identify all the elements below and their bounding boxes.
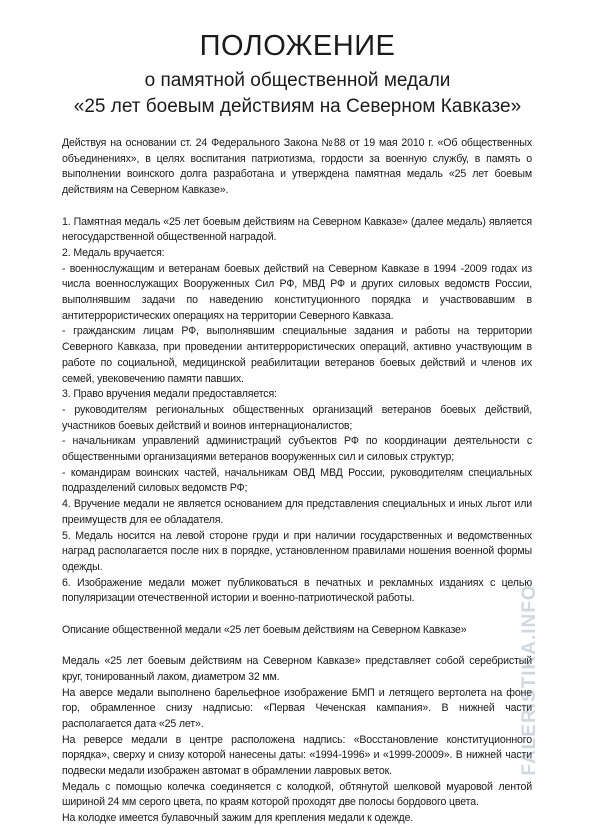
clause-2-item-1: - военнослужащим и ветеранам боевых действий на Северном Кавказе в 1994 -2009 годах из числа военнослужащих Вооруженных Сил РФ, МВД РФ и других силовых ведомств России, выполнявшим задачи по наведению конституционного порядка и участвовавшим в антитеррористических операциях на территории Северного Кавказа. [62,262,532,322]
document-body [62,136,532,827]
clause-6: 6. Изображение медали может публиковаться в печатных и рекламных изданиях с целью популяризации отечественной истории и военно-патриотической работы. [62,576,532,605]
description-paragraph-4: Медаль с помощью колечка соединяется с колодкой, обтянутой шелковой муаровой лентой шириной 24 мм серого цвета, по краям которой проходят две полосы бордового цвета. [62,780,532,809]
intro-paragraph: Действуя на основании ст. 24 Федерального Закона №88 от 19 мая 2010 г. «Об общественных объединениях», в целях воспитания патриотизма, гордости за военную службу, в память о выполнении воинского долга разработана и утверждена памятная медаль «25 лет боевым действиям на Северном Кавказе». [62,137,532,197]
description-paragraph-5: На колодке имеется булавочный зажим для крепления медали к одежде. [62,812,414,825]
document-subtitle-line-1: о памятной общественной медали [144,70,451,91]
clause-3-item-2: - начальникам управлений администраций субъектов РФ по координации деятельности с общественными организациями ветеранов вооруженных сил и силовых структур; [62,435,532,464]
description-paragraph-1: Медаль «25 лет боевым действиям на Северном Кавказе» представляет собой серебристый круг, тонированный лаком, диаметром 32 мм. [62,655,532,683]
clause-3-item-1: - руководителям региональных общественных организаций ветеранов боевых действий, участников боевых действий и воинов интернационалистов; [62,403,532,432]
clause-5: 5. Медаль носится на левой стороне груди и при наличии государственных и ведомственных наград располагается после них в порядке, установленном правилами ношения военной формы одежды. [62,529,532,573]
paragraph-gap [62,638,532,654]
document-subtitle-line-2: «25 лет боевым действиям на Северном Кавказе» [73,96,522,117]
paragraph-gap [62,199,532,215]
clause-3-item-3: - командирам воинских частей, начальникам ОВД МВД России, руководителям специальных подразделений силовых ведомств РФ; [62,466,532,495]
description-heading: Описание общественной медали «25 лет боевым действиям на Северном Кавказе» [62,623,467,636]
document-title: ПОЛОЖЕНИЕ [199,30,396,62]
clause-1: 1. Памятная медаль «25 лет боевым действиям на Северном Кавказе» (далее медаль) является негосударственной общественной наградой. [62,215,532,244]
clause-2: 2. Медаль вручается: [62,246,165,259]
clause-2-item-2: - гражданским лицам РФ, выполнявшим специальные задания и работы на территории Северного Кавказа, при проведении антитеррористических операций, активно участвующим в работе по социальной, медицинской реабилитации ветеранов боевых действий и членов их семей, увековечению памяти павших. [62,325,532,385]
watermark [508,575,552,785]
clause-3: 3. Право вручения медали предоставляется: [62,388,277,401]
description-paragraph-3: На реверсе медали в центре расположена надпись: «Восстановление конституционного порядка», сверху и снизу которой нанесены даты: «1994-1996» и «1999-20009». В нижней части подвески медали изображен автомат в обрамлении лавровых веток. [62,733,532,778]
description-paragraph-2: На аверсе медали выполнено барельефное изображение БМП и летящего вертолета на фоне гор, обрамленное снизу надписью: «Первая Чеченская кампания». В нижней части располагается дата «25 лет». [62,686,532,730]
paragraph-gap [62,607,532,623]
watermark-text: FALERISTIKA.INFO [519,584,540,776]
clause-4: 4. Вручение медали не является основанием для представления специальных и иных льгот или преимуществ для ее обладателя. [62,498,532,526]
